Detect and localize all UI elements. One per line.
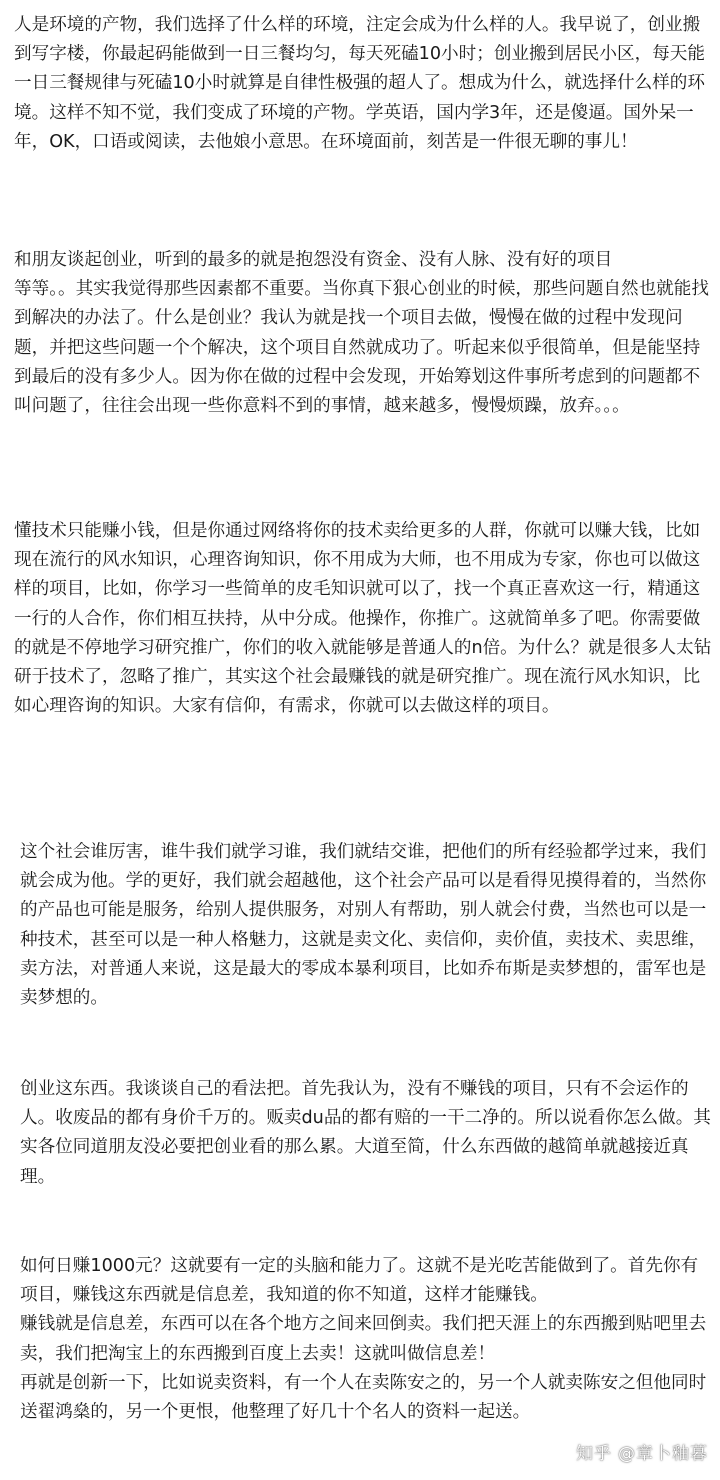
paragraph-learn-from-best: 这个社会谁厉害，谁牛我们就学习谁，我们就结交谁，把他们的所有经验都学过来，我们就会成为他。学的更好，我们就会超越他，这个社会产品可以是看得见摸得着的，当然你的产品也可能是服务，给别人提供服务，对别人有帮助，别人就会付费，当然也可以是一种技术，甚至可以是一种人格魅力，这就是卖文化、卖信仰，卖价值，卖技术、卖思维，卖方法，对普通人来说，这是最大的零成本暴利项目，比如乔布斯是卖梦想的，雷军也是卖梦想的。 (20, 842, 707, 1009)
paragraph-environment: 人是环境的产物，我们选择了什么样的环境，注定会成为什么样的人。我早说了，创业搬到写字楼，你最起码能做到一日三餐均匀，每天死磕10小时；创业搬到居民小区，每天能一日三餐规律与死磕10小时就算是自律性极强的超人了。想成为什么，就选择什么样的环境。这样不知不觉，我们变成了环境的产物。学英语，国内学3年，还是傻逼。国外呆一年，OK，口语或阅读，去他娘小意思。在环境面前，刻苦是一件很无聊的事儿！ (14, 15, 705, 152)
watermark-author: @章卜釉暮 (618, 1444, 708, 1464)
watermark (576, 1439, 708, 1464)
watermark-site: 知乎 (576, 1444, 612, 1464)
paragraph-earn-1000: 如何日赚1000元？这就要有一定的头脑和能力了。这就不是光吃苦能做到了。首先你有项目，赚钱这东西就是信息差，我知道的你不知道，这样才能赚钱。 赚钱就是信息差，东西可以在各个地方之间来回倒卖。我们把天涯上的东西搬到贴吧里去卖，我们把淘宝上的东西搬到百度上去卖！这就叫做信息差！ 再就是创新一下，比如说卖资料，有一个人在卖陈安之的，另一个人就卖陈安之但他同时送翟鸿燊的，另一个更恨，他整理了好几十个名人的资料一起送。 (20, 1256, 707, 1423)
paragraph-tech-promotion: 懂技术只能赚小钱，但是你通过网络将你的技术卖给更多的人群，你就可以赚大钱，比如现在流行的风水知识，心理咨询知识，你不用成为大师，也不用成为专家，你也可以做这样的项目，比如，你学习一些简单的皮毛知识就可以了，找一个真正喜欢这一行，精通这一行的人合作，你们相互扶持，从中分成。他操作，你推广。这就简单多了吧。你需要做的就是不停地学习研究推广，你们的收入就能够是普通人的n倍。为什么？就是很多人太钻研于技术了，忽略了推广，其实这个社会最赚钱的就是研究推广。现在流行风水知识，比如心理咨询的知识。大家有信仰，有需求，你就可以去做这样的项目。 (14, 521, 712, 717)
paragraph-startup-talk: 和朋友谈起创业，听到的最多的就是抱怨没有资金、没有人脉、没有好的项目 等等。。其实我觉得那些因素都不重要。当你真下狠心创业的时候，那些问题自然也就能找到解决的办法了。什么是创业？我认为就是找一个项目去做，慢慢在做的过程中发现问题，并把这些问题一个个解决，这个项目自然就成功了。听起来似乎很简单，但是能坚持到最后的没有多少人。因为你在做的过程中会发现，开始筹划这件事所考虑到的问题都不叫问题了，往往会出现一些你意料不到的事情，越来越多，慢慢烦躁，放弃。。。 (14, 250, 709, 417)
paragraph-startup-view: 创业这东西。我谈谈自己的看法把。首先我认为，没有不赚钱的项目，只有不会运作的人。收废品的都有身价千万的。贩卖du品的都有赔的一干二净的。所以说看你怎么做。其实各位同道朋友没必要把创业看的那么累。大道至简，什么东西做的越简单就越接近真理。 (20, 1079, 711, 1187)
